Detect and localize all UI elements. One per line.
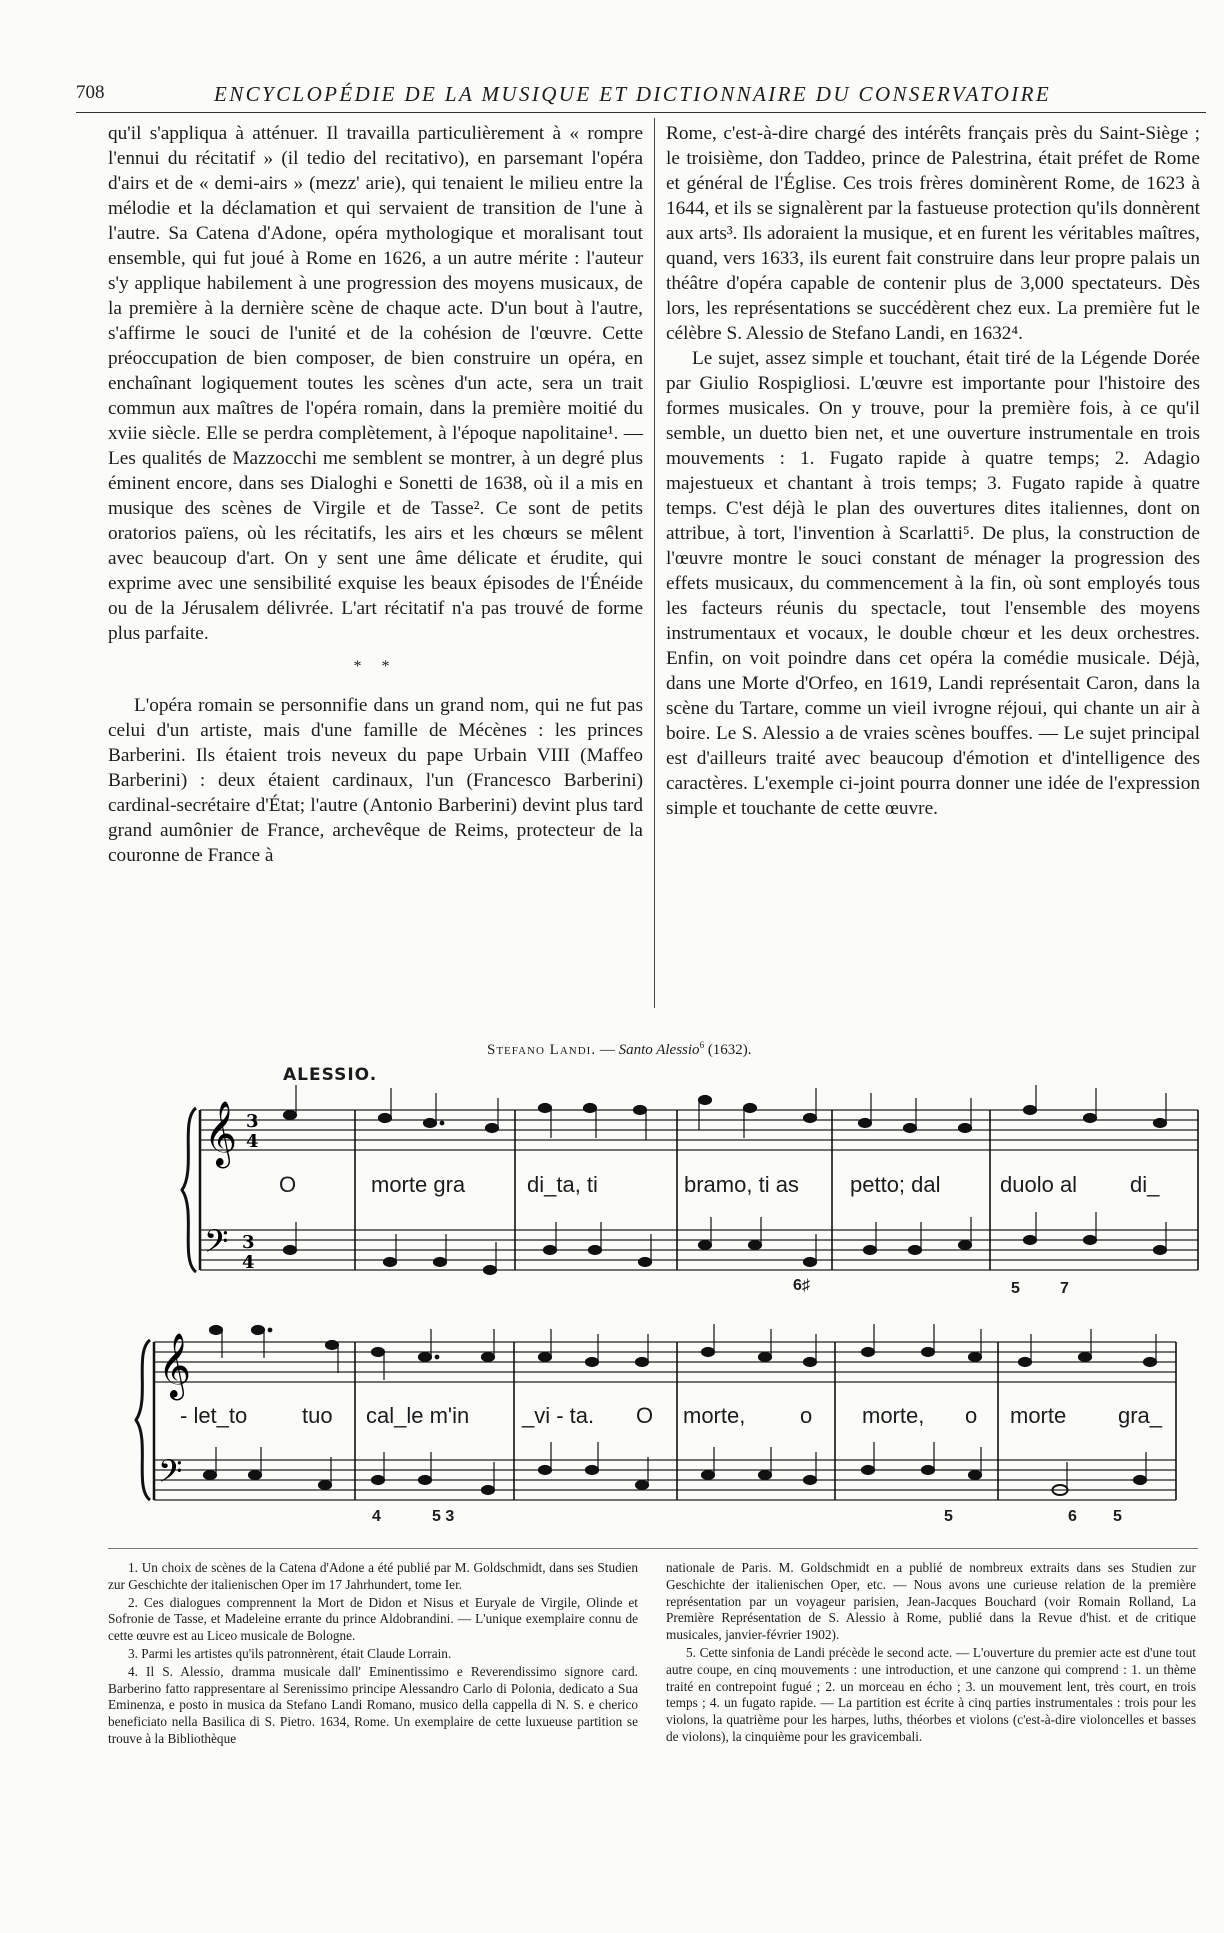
figure-2-5: 5 xyxy=(1113,1508,1122,1525)
caption-work: Santo Alessio xyxy=(618,1042,700,1058)
figure-1-3: 7 xyxy=(1060,1280,1069,1297)
lyric-2-8: morte, xyxy=(862,1403,925,1428)
column-divider xyxy=(654,118,655,1008)
figure-2-3: 5 xyxy=(944,1508,953,1525)
footnote-4: 4. Il S. Alessio, dramma musicale dall' Eminentissimo e Reverendissimo signore card. Barberino fatto rappresentare al Serenissimo principe Alessandro Carlo di Polonia, dedicato a Sua Eminenza, e posto in musica da Stefano Landi Romano, musico della cappella di N. S. e cherico beneficiato nella Basilica di S. Pietro. 1634, Rome. Un exemplaire de cette luxueuse partition se trouve à la Bibliothèque xyxy=(108,1663,638,1746)
figure-2-1: 4 xyxy=(372,1508,381,1525)
lyric-2-5: O xyxy=(636,1403,654,1428)
svg-text:3: 3 xyxy=(242,1232,255,1253)
time-signature: 3 xyxy=(246,1111,259,1132)
lyric-2-4: _vi - ta. xyxy=(522,1403,595,1428)
lyric-2-9: o xyxy=(965,1403,978,1428)
running-title: ENCYCLOPÉDIE DE LA MUSIQUE ET DICTIONNAIRE DU CONSERVATOIRE xyxy=(214,82,1052,106)
treble-clef-icon: 𝄞 xyxy=(204,1101,238,1166)
singer-name: ALESSIO. xyxy=(283,1065,378,1085)
lyric-2-2: tuo xyxy=(302,1403,333,1428)
left-paragraph-2: L'opéra romain se personnifie dans un grand nom, qui ne fut pas celui d'un artiste, mais d'une famille de Mécènes : les princes Barberini. Ils étaient trois neveux du pape Urbain VIII (Maffeo Barberini) : deux étaient cardinaux, l'un (Francesco Barberini) cardinal-secrétaire d'État; l'autre (Antonio Barberini) devint plus tard grand aumônier de France, archevêque de Reims, protecteur de la couronne de France à xyxy=(108,695,643,866)
lyric-1-4: bramo, ti as xyxy=(684,1172,799,1197)
lyric-2-6: morte, xyxy=(683,1403,746,1428)
lyric-2-10: morte xyxy=(1010,1403,1067,1428)
bass-clef-icon: 𝄢 xyxy=(158,1453,183,1497)
right-paragraph-1: Rome, c'est-à-dire chargé des intérêts français près du Saint-Siège ; le troisième, don Taddeo, prince de Palestrina, était préfet de Rome et général de l'Église. Ces trois frères dominèrent Rome, de 1623 à 1644, et ils se signalèrent par la fastueuse protection qu'ils donnèrent aux arts³. Ils adoraient la musique, et en furent les véritables maîtres, quand, vers 1633, ils eurent fait construire dans leur propre palais un théâtre d'opéra capable de contenir plus de 3,000 spectateurs. Dès lors, les représentations se succédèrent chez eux. La première fut le célèbre S. Alessio de Stefano Landi, en 1632⁴. xyxy=(666,123,1200,344)
system-brace xyxy=(136,1340,150,1500)
caption-dash: — xyxy=(596,1042,619,1058)
treble-notes-1 xyxy=(284,1085,1167,1140)
lyric-1-1: O xyxy=(279,1172,297,1197)
lyric-1-5: petto; dal xyxy=(850,1172,941,1197)
figure-1-2: 5 xyxy=(1011,1280,1020,1297)
lyric-2-1: - let_to xyxy=(180,1403,248,1428)
figure-1-1: 6♯ xyxy=(793,1277,810,1294)
footnote-3: 3. Parmi les artistes qu'ils patronnèrent, était Claude Lorrain. xyxy=(128,1645,452,1661)
svg-text:4: 4 xyxy=(242,1252,255,1273)
lyric-2-3: cal_le m'in xyxy=(366,1403,470,1428)
bass-clef-icon: 𝄢 xyxy=(204,1223,229,1267)
lyric-1-2: morte gra xyxy=(371,1172,466,1197)
bass-staff-1 xyxy=(200,1230,1198,1270)
footnotes-right xyxy=(666,1560,1196,1747)
svg-text:4: 4 xyxy=(246,1131,259,1152)
treble-clef-icon: 𝄞 xyxy=(158,1333,192,1398)
footnote-rule xyxy=(108,1548,1198,1549)
lyric-1-6: duolo al xyxy=(1000,1172,1078,1197)
caption-year: (1632). xyxy=(704,1042,752,1058)
footnote-5: 5. Cette sinfonia de Landi précède le second acte. — L'ouverture du premier acte est d'une tout autre coupe, en cinq mouvements : une introduction, et une canzone qui comprend : 1. un thème traité en contrepoint fugué ; 2. un morceau en écho ; 3. un mouvement lent, très court, en trois temps ; 4. un fugato rapide. — La partition est écrite à cinq parties instrumentales : trois pour les violons, la quatrième pour les harpes, luths, théorbes et violons (c'est-à-dire violoncelles et basses de violons), la cinquième pour les gravicembali. xyxy=(666,1644,1196,1744)
bass-notes-2 xyxy=(204,1442,1147,1495)
footnotes-left xyxy=(108,1560,638,1749)
figure-2-4: 6 xyxy=(1068,1508,1077,1525)
lyric-2-11: gra_ xyxy=(1118,1403,1163,1428)
lyric-1-3: di_ta, ti xyxy=(527,1172,598,1197)
section-separator: * * xyxy=(353,658,398,675)
figure-2-2: 5 3 xyxy=(432,1508,455,1525)
caption-footnote-ref: 6 xyxy=(699,1040,705,1050)
lyric-2-7: o xyxy=(800,1403,813,1428)
left-column xyxy=(108,121,643,868)
system-brace xyxy=(182,1108,196,1272)
lyric-1-7: di_ xyxy=(1130,1172,1160,1197)
right-column xyxy=(666,121,1200,821)
footnote-2: 2. Ces dialogues comprennent la Mort de Didon et Nisus et Euryale de Virgile, Olinde et Sofronie de Tasse, et Madeleine errante du prince Aldobrandini. — L'unique exemplaire connu de cette œuvre est au Liceo musicale de Bologne. xyxy=(108,1594,638,1644)
bass-staff-2 xyxy=(154,1460,1176,1500)
footnote-4-continued: nationale de Paris. M. Goldschmidt en a publié de nombreux extraits dans ses Studien zur Geschichte der italienischen Oper, etc. — Nous avons une curieuse relation de la première représentation par un voyageur parisien, Jean-Jacques Bouchard (voir Romain Rolland, La Première Représentation de S. Alessio à Rome, publié dans la Revue d'hist. et de critique musicales, janvier-février 1902). xyxy=(666,1560,1196,1643)
footnote-1: 1. Un choix de scènes de la Catena d'Adone a été publié par M. Goldschmidt, dans ses Studien zur Geschichte der italienischen Oper im 17 Jahrhundert, tome Ier. xyxy=(108,1560,638,1592)
caption-composer: Stefano Landi. xyxy=(487,1042,597,1058)
music-caption xyxy=(487,1040,752,1059)
left-paragraph-1: qu'il s'appliqua à atténuer. Il travailla particulièrement à « rompre l'ennui du récitatif » (il tedio del recitativo), en parsemant l'opéra d'airs et de « demi-airs » (mezz' arie), qui tenaient le milieu entre la mélodie et la déclamation et qui servaient de transition de l'une à l'autre. Sa Catena d'Adone, opéra mythologique et moralisant tout ensemble, qui fut joué à Rome en 1626, a un autre mérite : l'auteur s'y applique habilement à une progression des moyens musicaux, de la première à la dernière scène de chaque acte. D'un bout à l'autre, s'affirme le souci de l'unité et de la cohésion de l'œuvre. Cette préoccupation de bien composer, de bien construire un opéra, en enchaînant logiquement toutes les scènes d'un acte, sera un trait commun aux maîtres de l'opéra romain, dans la première moitié du xviie siècle. Elle se perdra complètement, à l'époque napolitaine¹. — Les qualités de Mazzocchi me semblent se montrer, à un degré plus éminent encore, dans ses Dialoghi e Sonetti de 1638, où il a mis en musique des scènes de Virgile et de Tasse². Ce sont de petits oratorios païens, où les récitatifs, les airs et les chœurs se mêlent avec beaucoup d'art. On y sent une âme délicate et érudite, qui exprime avec une sensibilité exquise les beaux épisodes de l'Énéide ou de la Jérusalem délivrée. L'art récitatif n'a pas trouvé de forme plus parfaite. xyxy=(108,123,643,644)
bass-notes-1 xyxy=(284,1212,1167,1275)
header-rule xyxy=(76,112,1206,113)
page-header xyxy=(76,82,1076,104)
page-number: 708 xyxy=(76,82,105,103)
right-paragraph-2: Le sujet, assez simple et touchant, était tiré de la Légende Dorée par Giulio Rospigliosi. L'œuvre est importante pour l'histoire des formes musicales. On y trouve, pour la première fois, à ce qu'il semble, un duetto bien net, et une ouverture instrumentale en trois mouvements : 1. Fugato rapide à quatre temps; 2. Adagio majestueux et chantant à trois temps; 3. Fugato rapide à quatre temps. C'est déjà le plan des ouvertures dites italiennes, dont on attribue, à tort, l'invention à Scarlatti⁵. De plus, la construction de l'œuvre montre le souci constant de ménager la progression des effets musicaux, du commencement à la fin, où sont employés tous les facteurs réunis du spectacle, tout l'ensemble des moyens instrumentaux et vocaux, le double chœur et les deux orchestres. Enfin, on voit poindre dans cet opéra la comédie musicale. Déjà, dans une Morte d'Orfeo, en 1619, Landi représentait Caron, dans la scène du Tartare, comme un vieil ivrogne réjoui, qui chante un air à boire. Le S. Alessio a de vraies scènes bouffes. — Le sujet principal est d'ailleurs traité avec beaucoup d'émotion et d'intelligence des caractères. L'exemple ci-joint pourra donner une idée de l'expression simple et touchante de cette œuvre. xyxy=(666,348,1200,819)
